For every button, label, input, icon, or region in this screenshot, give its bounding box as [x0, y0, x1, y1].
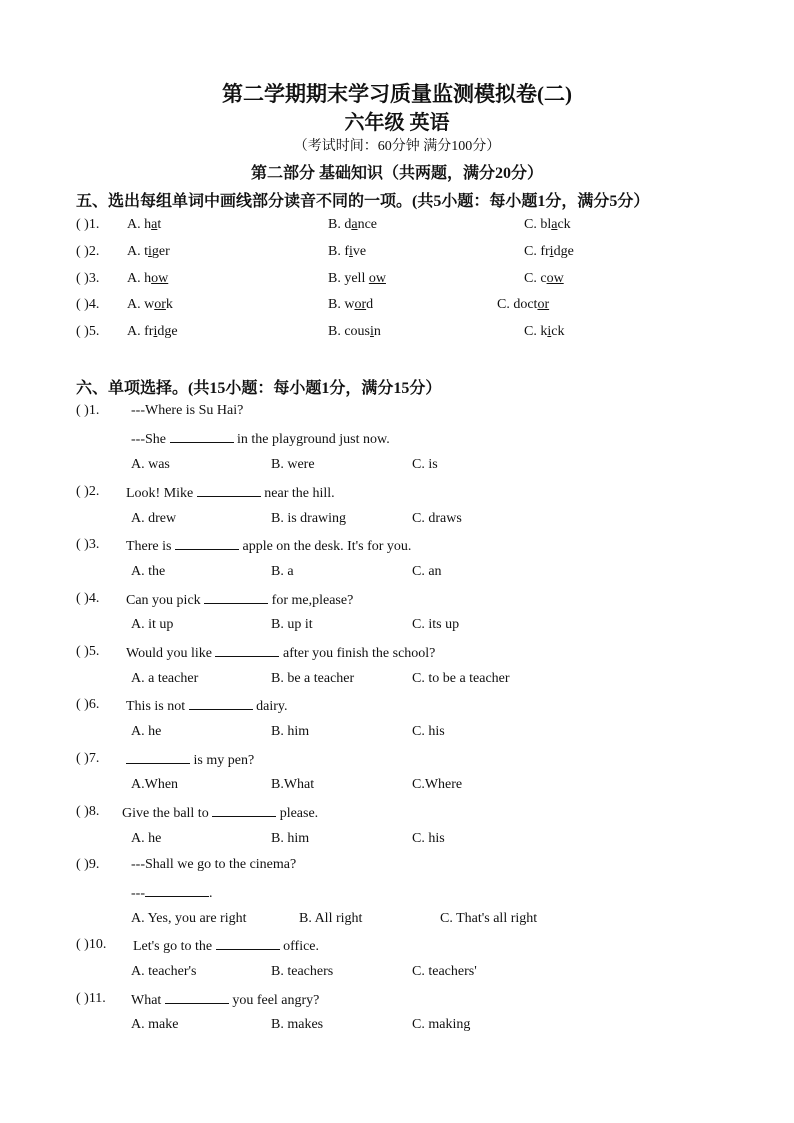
s6-q8-number: ( )8.: [76, 804, 100, 819]
s6-q11-number: ( )11.: [76, 991, 106, 1006]
s6-q4-option-c: C. its up: [412, 617, 460, 632]
s5-q1-option-a: A. hat: [127, 217, 162, 232]
s6-q4-option-b: B. up it: [271, 617, 313, 632]
s5-q5-number: ( )5.: [76, 324, 100, 339]
part-heading: 第二部分 基础知识（共两题，满分20分）: [250, 165, 543, 182]
s6-q2-option-c: C. draws: [412, 511, 462, 526]
s6-q2-stem: Look! Mike near the hill.: [126, 486, 335, 501]
s6-q3-number: ( )3.: [76, 537, 100, 552]
s6-q7-option-c: C.Where: [412, 777, 463, 792]
s6-q7-option-a: A.When: [131, 777, 179, 792]
s5-q1-option-b: B. dance: [328, 217, 377, 232]
section5-heading: 五、选出每组单词中画线部分读音不同的一项。(共5小题：每小题1分，满分5分）: [76, 193, 650, 210]
s6-q7-option-b: B.What: [271, 777, 315, 792]
s6-q3-stem: There is apple on the desk. It's for you.: [126, 539, 412, 554]
s5-q4-option-a: A. work: [127, 297, 173, 312]
s5-q2-option-b: B. five: [328, 244, 367, 259]
s6-q9-option-b: B. All right: [299, 911, 363, 926]
s6-q5-option-a: A. a teacher: [131, 671, 199, 686]
answer-blank: [197, 484, 261, 497]
s6-q3-option-c: C. an: [412, 564, 442, 579]
s6-q5-stem: Would you like after you finish the school?: [126, 646, 436, 661]
answer-blank: [189, 697, 253, 710]
s6-q10-stem: Let's go to the office.: [133, 939, 320, 954]
answer-blank: [204, 591, 268, 604]
answer-blank: [212, 804, 276, 817]
s5-q3-option-c: C. cow: [524, 271, 564, 286]
s5-q4-number: ( )4.: [76, 297, 100, 312]
s6-q3-option-b: B. a: [271, 564, 294, 579]
s6-q2-option-b: B. is drawing: [271, 511, 347, 526]
s5-q1-option-c: C. black: [524, 217, 571, 232]
s6-q1-line2: ---She in the playground just now.: [131, 432, 390, 447]
s6-q11-option-b: B. makes: [271, 1017, 324, 1032]
s6-q5-number: ( )5.: [76, 644, 100, 659]
s6-q11-option-a: A. make: [131, 1017, 179, 1032]
s6-q5-option-c: C. to be a teacher: [412, 671, 510, 686]
exam-title: 第二学期期末学习质量监测模拟卷(二): [222, 82, 572, 106]
s6-q9-number: ( )9.: [76, 857, 100, 872]
s6-q11-option-c: C. making: [412, 1017, 471, 1032]
answer-blank: [215, 644, 279, 657]
s5-q1-number: ( )1.: [76, 217, 100, 232]
answer-blank: [126, 751, 190, 764]
s6-q2-option-a: A. drew: [131, 511, 177, 526]
answer-blank: [216, 937, 280, 950]
s6-q9-option-c: C. That's all right: [440, 911, 538, 926]
s6-q4-stem: Can you pick for me,please?: [126, 593, 354, 608]
answer-blank: [165, 991, 229, 1004]
s6-q1-option-a: A. was: [131, 457, 170, 472]
s6-q1-option-b: B. were: [271, 457, 315, 472]
s6-q1-line1: ---Where is Su Hai?: [131, 403, 244, 418]
s6-q1-number: ( )1.: [76, 403, 100, 418]
s6-q10-option-b: B. teachers: [271, 964, 334, 979]
s6-q9-line2: --- .: [131, 886, 213, 901]
s6-q10-option-c: C. teachers': [412, 964, 477, 979]
s5-q3-number: ( )3.: [76, 271, 100, 286]
s5-q5-option-b: B. cousin: [328, 324, 381, 339]
s6-q8-stem: Give the ball to please.: [122, 806, 319, 821]
s6-q7-number: ( )7.: [76, 751, 100, 766]
section6-heading: 六、单项选择。(共15小题：每小题1分，满分15分）: [76, 380, 442, 397]
s6-q4-number: ( )4.: [76, 591, 100, 606]
s6-q11-stem: What you feel angry?: [131, 993, 320, 1008]
s5-q2-option-a: A. tiger: [127, 244, 170, 259]
s6-q6-option-c: C. his: [412, 724, 445, 739]
answer-blank: [170, 430, 234, 443]
s5-q3-option-b: B. yell ow: [328, 271, 386, 286]
s5-q2-option-c: C. fridge: [524, 244, 574, 259]
answer-blank: [145, 884, 209, 897]
s5-q4-option-b: B. word: [328, 297, 374, 312]
s6-q1-option-c: C. is: [412, 457, 438, 472]
s6-q6-stem: This is not dairy.: [126, 699, 288, 714]
s6-q10-option-a: A. teacher's: [131, 964, 197, 979]
s5-q4-option-c: C. doctor: [497, 297, 550, 312]
s6-q6-option-b: B. him: [271, 724, 310, 739]
s6-q2-number: ( )2.: [76, 484, 100, 499]
exam-subtitle: 六年级 英语: [344, 112, 450, 134]
s6-q9-option-a: A. Yes, you are right: [131, 911, 247, 926]
s6-q6-number: ( )6.: [76, 697, 100, 712]
s5-q5-option-a: A. fridge: [127, 324, 178, 339]
s6-q9-line1: ---Shall we go to the cinema?: [131, 857, 297, 872]
s6-q6-option-a: A. he: [131, 724, 162, 739]
s5-q5-option-c: C. kick: [524, 324, 565, 339]
s5-q2-number: ( )2.: [76, 244, 100, 259]
s6-q3-option-a: A. the: [131, 564, 166, 579]
s6-q8-option-a: A. he: [131, 831, 162, 846]
s6-q5-option-b: B. be a teacher: [271, 671, 355, 686]
exam-info: （考试时间：60分钟 满分100分）: [293, 139, 501, 154]
s5-q3-option-a: A. how: [127, 271, 169, 286]
s6-q10-number: ( )10.: [76, 937, 107, 952]
answer-blank: [175, 537, 239, 550]
s6-q8-option-b: B. him: [271, 831, 310, 846]
s6-q7-stem: is my pen?: [126, 751, 254, 769]
s6-q4-option-a: A. it up: [131, 617, 174, 632]
s6-q8-option-c: C. his: [412, 831, 445, 846]
